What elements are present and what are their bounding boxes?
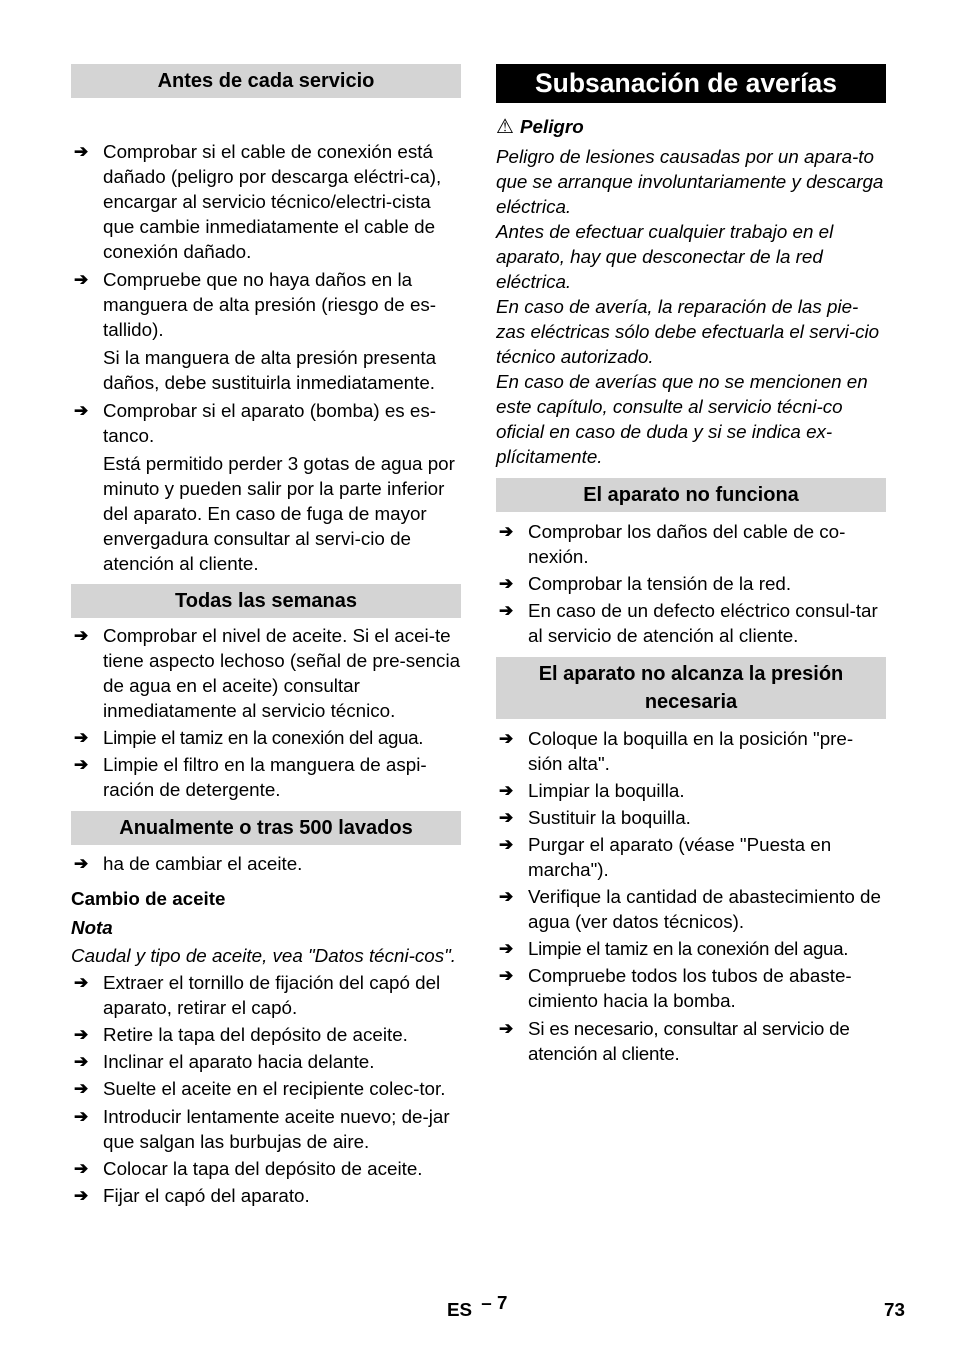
antes-list: [71, 139, 461, 576]
arrow-icon: ➔: [74, 728, 89, 747]
list-item: ➔ Limpie el tamiz en la conexión del agua.: [499, 938, 849, 959]
arrow-icon: ➔: [499, 781, 514, 800]
list-item: ➔ Fijar el capó del aparato.: [74, 1185, 310, 1206]
list-item: ➔ Comprobar los daños del cable de co-nexión.: [499, 521, 846, 567]
peligro-paragraph: Antes de efectuar cualquier trabajo en el aparato, hay que desconectar de la red eléctrica.: [496, 221, 834, 292]
peligro-label: ⚠ Peligro: [496, 116, 584, 138]
arrow-icon: ➔: [74, 1159, 89, 1178]
section-heading-antes: Antes de cada servicio: [71, 64, 461, 98]
cambio-list: [71, 970, 461, 1208]
arrow-icon: ➔: [499, 808, 514, 827]
list-item: ➔ Coloque la boquilla en la posición "pre-sión alta".: [499, 728, 854, 774]
presion-list: [496, 726, 886, 1066]
no-funciona-list: [496, 519, 886, 648]
arrow-icon: ➔: [499, 966, 514, 985]
list-item: ➔ Si es necesario, consultar al servicio de atención al cliente.: [499, 1018, 850, 1064]
list-item: ➔ Compruebe que no haya daños en la manguera de alta presión (riesgo de es-tallido). Si la manguera de alta presión presenta daños, debe sustituirla inmediatamente.: [71, 267, 461, 395]
right-column: [496, 64, 886, 1066]
chapter-title: Subsanación de averías: [496, 64, 886, 103]
arrow-icon: ➔: [74, 1025, 89, 1044]
arrow-icon: ➔: [74, 854, 89, 873]
peligro-text: [496, 144, 886, 469]
arrow-icon: ➔: [499, 729, 514, 748]
arrow-icon: ➔: [74, 1052, 89, 1071]
item-detail: Si la manguera de alta presión presenta daños, debe sustituirla inmediatamente.: [103, 347, 437, 393]
section-heading-presion: El aparato no alcanza la presión necesaria: [496, 657, 886, 719]
anual-list: [71, 851, 461, 876]
arrow-icon: ➔: [499, 1019, 514, 1038]
arrow-icon: ➔: [74, 626, 89, 645]
arrow-icon: ➔: [74, 270, 89, 289]
list-item: ➔ Extraer el tornillo de fijación del capó del aparato, retirar el capó.: [74, 972, 441, 1018]
arrow-icon: ➔: [499, 522, 514, 541]
semanas-list: [71, 623, 461, 802]
section-heading-no-funciona: El aparato no funciona: [496, 478, 886, 512]
cambio-aceite-heading: Cambio de aceite: [71, 888, 226, 909]
list-item: ➔ Limpie el filtro en la manguera de aspi-ración de detergente.: [74, 754, 427, 800]
list-item: ➔ Limpiar la boquilla.: [499, 780, 685, 801]
list-item: ➔ Limpie el tamiz en la conexión del agua.: [74, 727, 424, 748]
peligro-paragraph: En caso de avería, la reparación de las pie-zas eléctricas sólo debe efectuarla el servi-cio técnico autorizado.: [496, 296, 880, 367]
arrow-icon: ➔: [74, 1107, 89, 1126]
arrow-icon: ➔: [74, 1079, 89, 1098]
arrow-icon: ➔: [499, 574, 514, 593]
list-item: ➔ Compruebe todos los tubos de abaste-cimiento hacia la bomba.: [499, 965, 852, 1011]
footer-lang: ES: [447, 1299, 473, 1320]
footer-page-ref: – 7: [481, 1292, 508, 1313]
list-item: ➔ ha de cambiar el aceite.: [74, 853, 303, 874]
list-item: ➔ Suelte el aceite en el recipiente colec-tor.: [74, 1078, 446, 1099]
left-column: [71, 64, 461, 1208]
page-number: 73: [884, 1299, 905, 1320]
arrow-icon: ➔: [499, 939, 514, 958]
note-text: Caudal y tipo de aceite, vea "Datos técni-cos".: [71, 945, 456, 966]
arrow-icon: ➔: [74, 1186, 89, 1205]
footer-lang-page: [447, 1292, 508, 1322]
list-item: ➔ Comprobar el nivel de aceite. Si el acei-te tiene aspecto lechoso (señal de pre-sencia de agua en el aceite) consultar inmediatamente al servicio técnico.: [74, 625, 461, 721]
list-item: ➔ Retire la tapa del depósito de aceite.: [74, 1024, 408, 1045]
list-item: ➔ Comprobar si el cable de conexión está dañado (peligro por descarga eléctri-ca), encargar al servicio técnico/electri-cista que cambie inmediatamente el cable de conexión dañado.: [74, 141, 442, 262]
list-item: ➔ Purgar el aparato (véase "Puesta en marcha").: [499, 834, 832, 880]
warning-triangle-icon: ⚠: [496, 116, 514, 138]
peligro-paragraph: En caso de averías que no se mencionen en este capítulo, consulte al servicio técni-co oficial en caso de duda y si se indica ex-plícitamente.: [496, 371, 868, 467]
list-item: ➔ Comprobar la tensión de la red.: [499, 573, 792, 594]
arrow-icon: ➔: [499, 601, 514, 620]
section-heading-anual: Anualmente o tras 500 lavados: [71, 811, 461, 845]
arrow-icon: ➔: [499, 835, 514, 854]
note-label: Nota: [71, 917, 113, 938]
arrow-icon: ➔: [74, 755, 89, 774]
list-item: ➔ Colocar la tapa del depósito de aceite.: [74, 1158, 423, 1179]
item-detail: Está permitido perder 3 gotas de agua por minuto y pueden salir por la parte inferior del aparato. En caso de fuga de mayor envergadura consultar al servi-cio de atención al cliente.: [103, 453, 455, 574]
list-item: ➔ En caso de un defecto eléctrico consul-tar al servicio de atención al cliente.: [499, 600, 878, 646]
list-item: ➔ Sustituir la boquilla.: [499, 807, 691, 828]
arrow-icon: ➔: [74, 973, 89, 992]
arrow-icon: ➔: [74, 142, 89, 161]
list-item: ➔ Introducir lentamente aceite nuevo; de-jar que salgan las burbujas de aire.: [74, 1106, 450, 1152]
list-item: ➔ Verifique la cantidad de abastecimiento de agua (ver datos técnicos).: [499, 886, 881, 932]
list-item: ➔ Comprobar si el aparato (bomba) es es-tanco. Está permitido perder 3 gotas de agua por minuto y pueden salir por la parte inferior del aparato. En caso de fuga de mayor envergadura consultar al servi-cio de atención al cliente.: [71, 398, 461, 576]
list-item: ➔ Inclinar el aparato hacia delante.: [74, 1051, 375, 1072]
section-heading-semanas: Todas las semanas: [71, 584, 461, 618]
arrow-icon: ➔: [74, 401, 89, 420]
peligro-paragraph: Peligro de lesiones causadas por un apara-to que se arranque involuntariamente y descarga eléctrica.: [496, 146, 884, 217]
arrow-icon: ➔: [499, 887, 514, 906]
